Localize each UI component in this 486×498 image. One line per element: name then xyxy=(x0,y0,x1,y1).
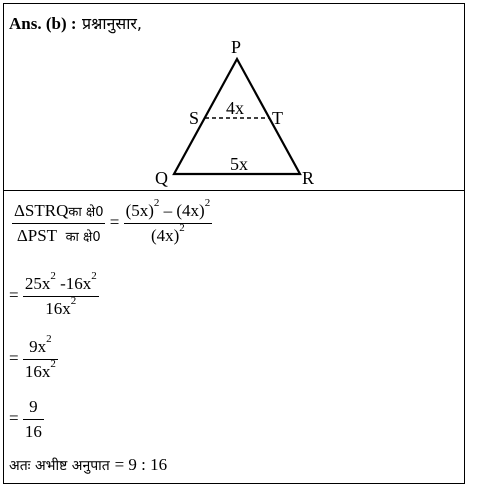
exponent: 2 xyxy=(91,270,97,282)
exponent: 2 xyxy=(46,333,52,345)
term-5x: (5x) xyxy=(125,201,154,220)
term-4x: (4x) xyxy=(150,226,180,245)
area-ratio-fraction xyxy=(12,201,105,246)
minus-sign: – xyxy=(159,201,177,220)
trapezium-symbol: ΔSTRQ xyxy=(14,201,69,220)
equals-sign: = xyxy=(109,212,120,232)
solution-step-4 xyxy=(9,397,44,442)
st-length-label: 4x xyxy=(226,98,244,118)
term-16x: 16x xyxy=(24,362,51,381)
simplified-fraction xyxy=(23,333,58,382)
ratio-answer: = 9 : 16 xyxy=(114,455,168,474)
vertex-p-label: P xyxy=(231,37,242,57)
solution-step-3 xyxy=(9,333,58,382)
solution-step-1 xyxy=(12,197,212,246)
qr-length-label: 5x xyxy=(230,154,248,174)
conclusion-text: अतः अभीष्ट अनुपात xyxy=(9,458,110,474)
term-16x: 16x xyxy=(45,299,71,318)
area-difference-fraction xyxy=(124,197,213,246)
equals-sign: = xyxy=(9,408,19,428)
equals-sign: = xyxy=(9,348,19,368)
term-16x: -16x xyxy=(55,274,92,293)
exponent: 2 xyxy=(179,222,185,234)
equals-sign: = xyxy=(9,285,19,305)
answer-intro: प्रश्नानुसार, xyxy=(81,14,142,33)
numerator: 9 xyxy=(29,397,38,416)
vertex-q-label: Q xyxy=(155,168,168,188)
point-s-label: S xyxy=(189,108,200,128)
term-4x: (4x) xyxy=(176,201,205,220)
conclusion-line xyxy=(9,455,167,475)
area-abbrev: का क्षे0 xyxy=(68,205,104,220)
answer-label: Ans. (b) : xyxy=(9,14,77,33)
exponent: 2 xyxy=(70,295,77,307)
expanded-fraction xyxy=(23,270,99,319)
triangle-symbol: ΔPST xyxy=(16,226,58,245)
term-9x: 9x xyxy=(29,337,47,356)
point-t-label: T xyxy=(272,108,283,128)
term-25x: 25x xyxy=(24,274,51,293)
exponent: 2 xyxy=(50,270,56,282)
denominator: 16 xyxy=(23,419,44,442)
final-fraction xyxy=(23,397,44,442)
exponent: 2 xyxy=(204,197,211,209)
section-divider xyxy=(3,190,465,191)
exponent: 2 xyxy=(153,197,160,209)
vertex-r-label: R xyxy=(302,168,315,188)
triangle-diagram xyxy=(0,0,486,190)
exponent: 2 xyxy=(50,358,56,370)
solution-step-2 xyxy=(9,270,99,319)
area-abbrev: का क्षे0 xyxy=(65,230,101,245)
